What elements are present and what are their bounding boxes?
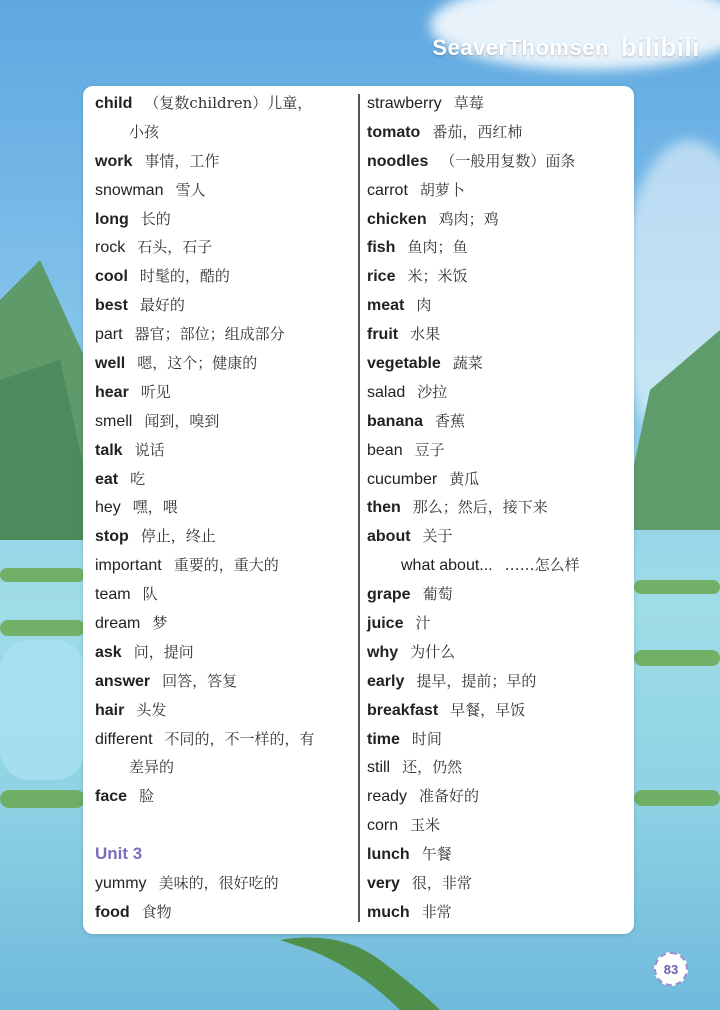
english-word: strawberry: [367, 95, 442, 112]
chinese-meaning: 很，非常: [411, 874, 472, 893]
vocab-entry: [95, 407, 357, 436]
paddy-terrace: [0, 790, 85, 808]
english-word: carrot: [367, 181, 408, 199]
vocab-entry: [367, 291, 629, 320]
chinese-meaning: 米；米饭: [407, 267, 468, 286]
english-word: rice: [367, 268, 396, 286]
english-word: child: [95, 95, 133, 112]
paddy-terrace: [634, 790, 720, 806]
chinese-meaning: （一般用复数）面条: [440, 151, 576, 170]
vocab-phrase: [367, 551, 629, 580]
chinese-meaning: 鸡肉；鸡: [438, 209, 499, 228]
english-word: banana: [367, 412, 424, 430]
english-word: hair: [95, 701, 125, 719]
paddy-ridge-bottom: [280, 930, 440, 1010]
chinese-meaning: （复数children）儿童，: [144, 94, 313, 112]
chinese-meaning: 提早，提前；早的: [416, 671, 537, 690]
chinese-meaning: 沙拉: [417, 382, 448, 401]
chinese-meaning: 非常: [421, 902, 452, 921]
english-word: food: [95, 903, 130, 921]
chinese-meaning: 石头，石子: [137, 238, 213, 257]
chinese-meaning: 食物: [141, 902, 172, 921]
chinese-meaning: 午餐: [421, 845, 452, 864]
vocab-entry: [367, 205, 629, 234]
chinese-meaning: 吃: [130, 469, 146, 488]
english-word: face: [95, 788, 128, 806]
chinese-meaning: 事情，工作: [144, 151, 220, 170]
english-word: part: [95, 326, 123, 344]
vocab-entry: [95, 262, 357, 291]
english-phrase: what about...: [401, 557, 493, 575]
vocab-entry: [95, 696, 357, 725]
vocab-entry: [367, 176, 629, 205]
chinese-meaning: 说话: [134, 440, 165, 459]
paddy-terrace: [0, 568, 85, 582]
chinese-meaning: 为什么: [410, 642, 456, 661]
vocab-entry: [367, 262, 629, 291]
vocab-entry: [367, 436, 629, 465]
vocab-entry: [367, 667, 629, 696]
english-word: best: [95, 297, 128, 315]
chinese-meaning: 不同的，不一样的，有: [164, 729, 315, 748]
chinese-meaning: 小孩: [129, 122, 160, 141]
english-word: eat: [95, 470, 119, 488]
chinese-meaning: 闻到，嗅到: [144, 411, 220, 430]
vocab-entry: [367, 869, 629, 898]
vocab-entry: [367, 609, 629, 638]
vocab-entry: [95, 349, 357, 378]
vocab-entry: [95, 205, 357, 234]
vocab-entry: [95, 320, 357, 349]
vocab-entry: [95, 176, 357, 205]
english-word: ready: [367, 788, 408, 806]
chinese-meaning: 那么；然后，接下来: [412, 498, 548, 517]
mountain-right: [620, 330, 720, 530]
english-word: tomato: [367, 123, 421, 141]
vocab-column-right: [367, 89, 629, 927]
english-word: very: [367, 875, 400, 893]
paddy-terrace: [634, 650, 720, 666]
vocab-entry: [95, 725, 357, 754]
vocab-entry: [95, 493, 357, 522]
chinese-meaning: 准备好的: [419, 787, 480, 806]
english-word: bean: [367, 441, 403, 459]
chinese-meaning: 重要的，重大的: [173, 556, 279, 575]
chinese-meaning: 听见: [140, 382, 171, 401]
vocab-entry: [95, 638, 357, 667]
watermark-author: SeaverThomsen: [432, 34, 609, 60]
english-word: hear: [95, 383, 129, 401]
english-word: dream: [95, 615, 141, 633]
vocab-column-left: [95, 89, 357, 927]
english-word: salad: [367, 383, 406, 401]
chinese-meaning: 豆子: [414, 440, 445, 459]
page-number-badge: 83: [654, 952, 688, 986]
chinese-meaning: 头发: [136, 700, 167, 719]
english-word: corn: [367, 817, 399, 835]
chinese-meaning: 雪人: [175, 180, 206, 199]
unit-title: Unit 3: [95, 844, 143, 864]
english-word: cucumber: [367, 470, 438, 488]
chinese-meaning: 草莓: [453, 94, 484, 112]
vocab-entry: [95, 522, 357, 551]
chinese-meaning: 肉: [416, 296, 432, 315]
chinese-meaning: 问，提问: [133, 642, 194, 661]
chinese-meaning: 早餐，早饭: [450, 700, 526, 719]
chinese-meaning: 嘿，喂: [132, 498, 178, 517]
vocab-entry: [95, 782, 357, 811]
vocab-entry: [367, 118, 629, 147]
spacer: [95, 811, 357, 840]
english-word: juice: [367, 615, 404, 633]
english-word: rock: [95, 239, 126, 257]
english-word: lunch: [367, 846, 410, 864]
chinese-meaning: 美味的，很好吃的: [158, 874, 279, 893]
bilibili-logo: bilibili: [620, 32, 700, 62]
english-word: much: [367, 903, 410, 921]
chinese-meaning: 长的: [140, 209, 171, 228]
chinese-meaning: 最好的: [139, 296, 185, 315]
vocab-entry: [367, 233, 629, 262]
english-word: important: [95, 557, 162, 575]
chinese-meaning: 关于: [422, 527, 453, 546]
english-word: cool: [95, 268, 128, 286]
vocab-continuation: [95, 118, 357, 147]
chinese-meaning: 香蕉: [435, 411, 466, 430]
paddy-terrace: [634, 580, 720, 594]
vocab-entry: [95, 89, 357, 118]
chinese-meaning: 器官；部位；组成部分: [134, 325, 285, 344]
vocab-entry: [95, 378, 357, 407]
vocab-entry: [367, 782, 629, 811]
chinese-meaning: 时髦的，酷的: [139, 267, 230, 286]
vocab-entry: [95, 869, 357, 898]
english-word: long: [95, 210, 129, 228]
english-word: talk: [95, 441, 123, 459]
chinese-meaning: 队: [142, 585, 158, 604]
english-word: why: [367, 643, 399, 661]
paddy-water: [0, 640, 85, 780]
vocab-entry: [367, 696, 629, 725]
vocab-entry: [95, 233, 357, 262]
chinese-meaning: 差异的: [129, 758, 175, 777]
english-word: grape: [367, 586, 411, 604]
vocab-entry: [95, 580, 357, 609]
vocab-entry: [95, 147, 357, 176]
paddy-terrace: [0, 620, 85, 636]
vocab-entry: [367, 898, 629, 927]
vocab-entry: [95, 667, 357, 696]
english-word: time: [367, 730, 400, 748]
english-word: snowman: [95, 181, 164, 199]
vocab-entry: [95, 436, 357, 465]
english-word: fish: [367, 239, 396, 257]
vocab-continuation: [95, 753, 357, 782]
chinese-meaning: 鱼肉；鱼: [407, 238, 468, 257]
english-word: hey: [95, 499, 121, 517]
vocab-entry: [367, 725, 629, 754]
vocab-entry: [95, 551, 357, 580]
vocab-entry: [367, 465, 629, 494]
chinese-meaning: 嗯，这个；健康的: [137, 354, 258, 373]
chinese-meaning: 汁: [415, 614, 431, 633]
english-word: smell: [95, 412, 133, 430]
vocab-entry: [95, 609, 357, 638]
chinese-meaning: 还，仍然: [402, 758, 463, 777]
english-word: different: [95, 730, 153, 748]
chinese-meaning: 停止，终止: [140, 527, 216, 546]
english-word: answer: [95, 672, 151, 690]
english-word: meat: [367, 297, 405, 315]
chinese-meaning: 玉米: [410, 816, 441, 835]
chinese-meaning: 梦: [152, 614, 168, 633]
vocab-entry: [367, 147, 629, 176]
english-word: fruit: [367, 326, 399, 344]
english-word: still: [367, 759, 391, 777]
english-word: noodles: [367, 152, 429, 170]
chinese-meaning: ……怎么样: [504, 556, 580, 575]
english-word: well: [95, 355, 126, 373]
english-word: team: [95, 586, 131, 604]
english-word: work: [95, 152, 133, 170]
english-word: yummy: [95, 875, 147, 893]
watermark: [432, 32, 700, 63]
vocab-entry: [95, 898, 357, 927]
column-divider: [358, 94, 360, 922]
vocab-entry: [367, 580, 629, 609]
vocab-entry: [367, 320, 629, 349]
vocab-entry: [367, 407, 629, 436]
vocab-entry: [367, 89, 629, 118]
vocab-entry: [367, 493, 629, 522]
vocab-entry: [367, 811, 629, 840]
vocab-entry: [367, 522, 629, 551]
english-word: breakfast: [367, 701, 439, 719]
chinese-meaning: 蔬菜: [452, 354, 483, 373]
english-word: chicken: [367, 210, 427, 228]
chinese-meaning: 脸: [139, 787, 155, 806]
vocabulary-card: [83, 86, 634, 934]
vocab-entry: [367, 638, 629, 667]
english-word: stop: [95, 528, 129, 546]
vocab-entry: [95, 291, 357, 320]
chinese-meaning: 水果: [410, 325, 441, 344]
chinese-meaning: 胡萝卜: [419, 180, 465, 199]
english-word: ask: [95, 643, 122, 661]
chinese-meaning: 葡萄: [422, 585, 453, 604]
chinese-meaning: 番茄，西红柿: [432, 122, 523, 141]
unit-heading: [95, 840, 357, 869]
english-word: about: [367, 528, 411, 546]
vocab-entry: [95, 465, 357, 494]
english-word: vegetable: [367, 355, 441, 373]
english-word: early: [367, 672, 405, 690]
english-word: then: [367, 499, 401, 517]
chinese-meaning: 回答，答复: [162, 671, 238, 690]
vocab-entry: [367, 840, 629, 869]
chinese-meaning: 黄瓜: [449, 469, 480, 488]
vocab-entry: [367, 753, 629, 782]
vocab-entry: [367, 349, 629, 378]
vocab-entry: [367, 378, 629, 407]
chinese-meaning: 时间: [411, 729, 442, 748]
